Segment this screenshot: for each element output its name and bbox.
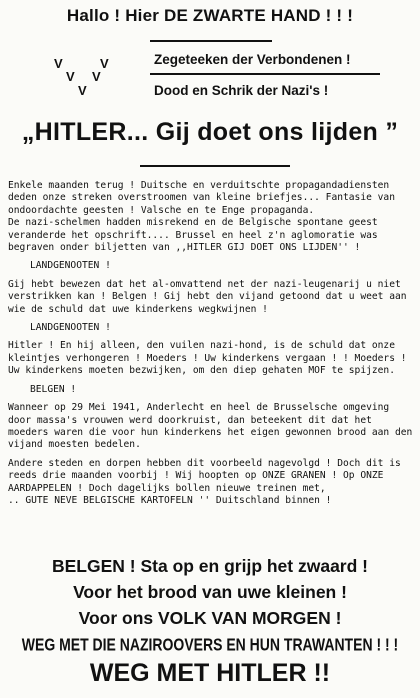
call-down-with-hitler: WEG MET HITLER !!	[89, 659, 331, 687]
title-underline	[150, 40, 272, 42]
v-mark: V	[66, 69, 75, 84]
call-bread: Voor het brood van uwe kleinen !	[73, 582, 347, 602]
headline-underline	[140, 165, 290, 167]
heading-landgenooten: LANDGENOOTEN !	[30, 322, 111, 334]
pamphlet-title: Hallo ! Hier DE ZWARTE HAND ! ! !	[66, 6, 354, 25]
heading-belgen: BELGEN !	[30, 383, 77, 395]
paragraph-hitler: Hitler ! En hij alleen, den vuilen nazi-hond, is de schuld dat onze kleintjes verhongeren ! Moeders ! Uw kinderkens vergaan ! ! Moeders ! Uw kinderkens moeten bezwijken, om den diep gehaten MOF te spijzen.	[8, 340, 407, 377]
victory-v-marks	[48, 56, 128, 96]
paragraph-intro: Enkele maanden terug ! Duitsche en verduitschte propagandadiensten deden onze streken overstroomen van kleine briefjes... Fantasie van ondoordachte geesten ! Valsche en te Enge propaganda. De nazi-schelmen hadden misrekend en de Belgische spontane geest veranderde het opschrift.... Brussel en heel z'n aglomoratie was begraven onder biljetten van ,,HITLER GIJ DOET ONS LIJDEN'' !	[8, 180, 395, 254]
v-mark: V	[78, 83, 87, 98]
paragraph-net: Gij hebt bewezen dat het al-omvattend net der nazi-leugenarij u niet verstrikken kan ! Belgen ! Gij hebt den vijand getoond dat u weet aan wie de schuld dat uwe kinderkens wegkwijnen !	[8, 278, 407, 315]
call-to-arms: BELGEN ! Sta op en grijp het zwaard !	[52, 556, 368, 576]
v-mark: V	[54, 56, 63, 71]
slogan-nazis: Dood en Schrik der Nazi's !	[154, 83, 329, 98]
slogan-underline	[150, 73, 380, 75]
slogan-allies: Zegeteeken der Verbondenen !	[154, 52, 351, 67]
paragraph-harvest: Andere steden en dorpen hebben dit voorbeeld nagevolgd ! Doch dit is reeds drie maanden voorbij ! Wij hoopten op ONZE GRANEN ! Op ONZE AARDAPPELEN ! Doch dagelijks bollen nieuwe treinen met, .. GUTE NEVE BELGISCHE KARTOFELN '' Duitschland binnen !	[8, 457, 401, 506]
call-people: Voor ons VOLK VAN MORGEN !	[78, 608, 342, 628]
call-down-with-nazis: WEG MET DIE NAZIROOVERS EN HUN TRAWANTEN ! ! !	[21, 634, 399, 654]
headline: „HITLER... Gij doet ons lijden ”	[21, 118, 399, 146]
v-mark: V	[100, 56, 109, 71]
paragraph-may-1941: Wanneer op 29 Mei 1941, Anderlecht en heel de Brusselsche omgeving door massa's vrouwen werd doorkruist, dan beteekent dit dat het moeders waren die voor hun kinderkens het eigen gewonnen brood aan den vijand moesten bedelen.	[8, 402, 413, 451]
heading-landgenooten: LANDGENOOTEN !	[30, 260, 111, 272]
body-text	[8, 180, 416, 513]
v-mark: V	[92, 69, 101, 84]
